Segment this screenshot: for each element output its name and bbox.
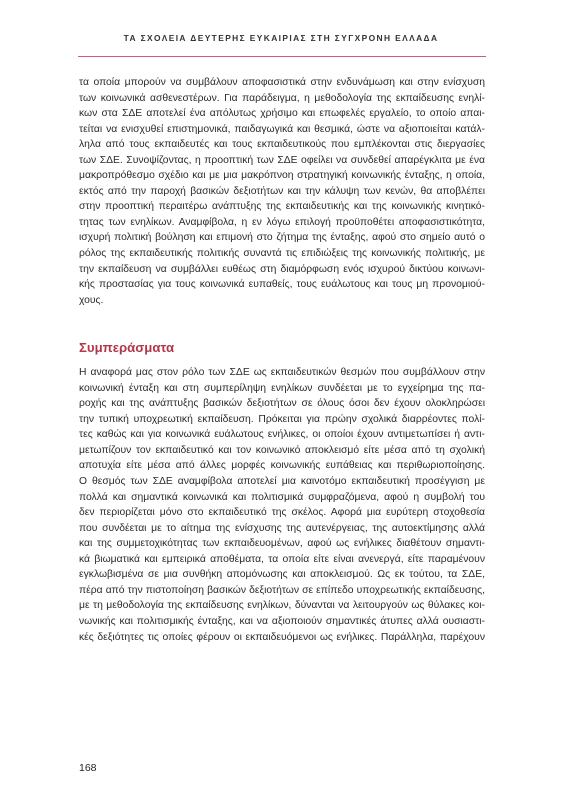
text-line: κων στα ΣΔΕ αποτελεί ένα απόλυτως χρήσιμο και επωφελές εργαλείο, το οποίο απαι- [79,108,485,120]
text-line: κές δεξιότητες τις οποίες φέρουν οι εκπαιδευόμενοι ως ενήλικες. Παράλληλα, παρέχουν [79,631,485,643]
text-line: και της συμμετοχικότητας των εκπαιδευομένων, αφού ως ενήλικες διαθέτουν σημαντι- [79,538,485,550]
text-line: δεν περιορίζεται μόνο στο εκπαιδευτικό της σκέλος. Αφορά μια ευρύτερη στοχοθεσία [79,507,485,519]
text-line: εκτός από την παροχή βασικών δεξιοτήτων και την κάλυψη των κενών, θα αποβλέπει [79,185,485,197]
running-header: ΤΑ ΣΧΟΛΕΙΑ ΔΕΥΤΕΡΗΣ ΕΥΚΑΙΡΙΑΣ ΣΤΗ ΣΥΓΧΡΟΝΗ ΕΛΛΑΔΑ [123,33,439,43]
text-line: που συνδέεται με το αίτημα της ενίσχυσης της αυτενέργειας, της αυτοεκτίμησης αλλά [79,522,485,534]
text-line: Η αναφορά μας στον ρόλο των ΣΔΕ ως εκπαιδευτικών θεσμών που συμβάλλουν στην [79,367,485,379]
text-line: των κοινωνικά ασθενεστέρων. Για παράδειγμα, η μεθοδολογία της εκπαίδευσης ενηλί- [79,92,485,104]
text-line: ρόλος της εκπαιδευτικής πολιτικής συναντά τις επιδιώξεις της κοινωνικής πολιτικής, με [79,248,485,260]
text-line: με τη μεθοδολογία της εκπαίδευσης ενηλίκων, δύνανται να λειτουργούν ως θύλακες κοι- [79,600,485,612]
header-divider [78,56,486,57]
text-line: κής προστασίας για τους κοινωνικά ευπαθείς, τους ευάλωτους και τους μη προνομιού- [79,279,485,291]
text-line: στην προοπτική περαιτέρω ανάπτυξης της εκπαιδευτικής και της κοινωνικής κινητικό- [79,201,485,213]
text-line: την εκπαίδευση να συμβάλλει ευθέως στη διαμόρφωση ενός ισχυρού δικτύου κοινωνι- [79,263,485,275]
text-line: ισχυρή πολιτική βούληση και επιμονή στο ζήτημα της ένταξης, αφού στο σημείο αυτό ο [79,232,485,244]
text-line: κοινωνική ένταξη και στη συμπερίληψη ενηλίκων συνδέεται με το εγχείρημα της πα- [79,382,485,394]
paragraph-conclusions [79,365,485,645]
text-line: ληλα από τους εκπαιδευτές και τους εκπαιδευτικούς που εμπλέκονται στις διεργασίες [79,139,485,151]
text-line: χους. [79,294,104,306]
page-number: 168 [79,762,97,774]
text-line: την τυπική υποχρεωτική εκπαίδευση. Πρόκειται για πρώην σχολικά διαρρέοντες πολί- [79,413,485,425]
text-line: μακροπρόθεσμο σχέδιο και με μια μακρόπνοη στρατηγική κοινωνικής ένταξης, η οποία, [79,170,485,182]
text-line: τείται να ενισχυθεί επιστημονικά, παιδαγωγικά και θεσμικά, ώστε να αξιοποιείται κατάλ- [79,123,485,135]
text-line: πέρα από την πιστοποίηση βασικών δεξιοτήτων σε επίπεδο υποχρεωτικής εκπαίδευσης, [79,584,485,596]
section-heading: Συμπεράσματα [79,340,175,356]
text-line: των ΣΔΕ. Συνοψίζοντας, η προοπτική των ΣΔΕ οφείλει να συνδεθεί απαρέγκλιτα με ένα [79,154,485,166]
text-line: μετωπίζουν τον εκπαιδευτικό και τον κοινωνικό αποκλεισμό είτε μέσα από τη σχολική [79,444,485,456]
text-line: τα οποία μπορούν να συμβάλουν αποφασιστικά στην ενδυνάμωση και στην ενίσχυση [79,77,485,88]
text-line: πολλά και σημαντικά κοινωνικά και πολιτισμικά συμφραζόμενα, αφού η συμβολή του [79,491,485,503]
text-line: εγκλωβισμένα σε μια συνθήκη απομόνωσης και αποκλεισμού. Ως εκ τούτου, τα ΣΔΕ, [79,569,485,581]
paragraph-continuation [79,75,485,308]
text-line: κά βιωματικά και εμπειρικά αποθέματα, τα οποία είτε είναι ανενεργά, είτε παραμένουν [79,553,485,565]
text-line: νωνικής και πολιτισμικής ένταξης, και να αξιοποιούν σημαντικές άτυπες αλλά ουσιαστι- [79,615,485,627]
text-line: ροχής και της ανάπτυξης βασικών δεξιοτήτων σε όλους όσοι δεν έχουν ολοκληρώσει [79,398,485,410]
text-line: τητας των ενηλίκων. Αναμφίβολα, η εν λόγω επιλογή προϋποθέτει αποφασιστικότητα, [79,216,485,228]
page-body [79,75,485,645]
text-line: Ο θεσμός των ΣΔΕ αναμφίβολα αποτελεί μια καινοτόμο εκπαιδευτική προσέγγιση με [79,476,485,488]
text-line: τες καθώς και για κοινωνικά ευάλωτους ενήλικες, οι οποίοι έχουν αντιμετωπίσει ή αντι- [79,429,485,441]
text-line: αποτυχία είτε μέσα από άλλες μορφές κοινωνικής ευπάθειας και περιθωριοποίησης. [79,460,485,472]
